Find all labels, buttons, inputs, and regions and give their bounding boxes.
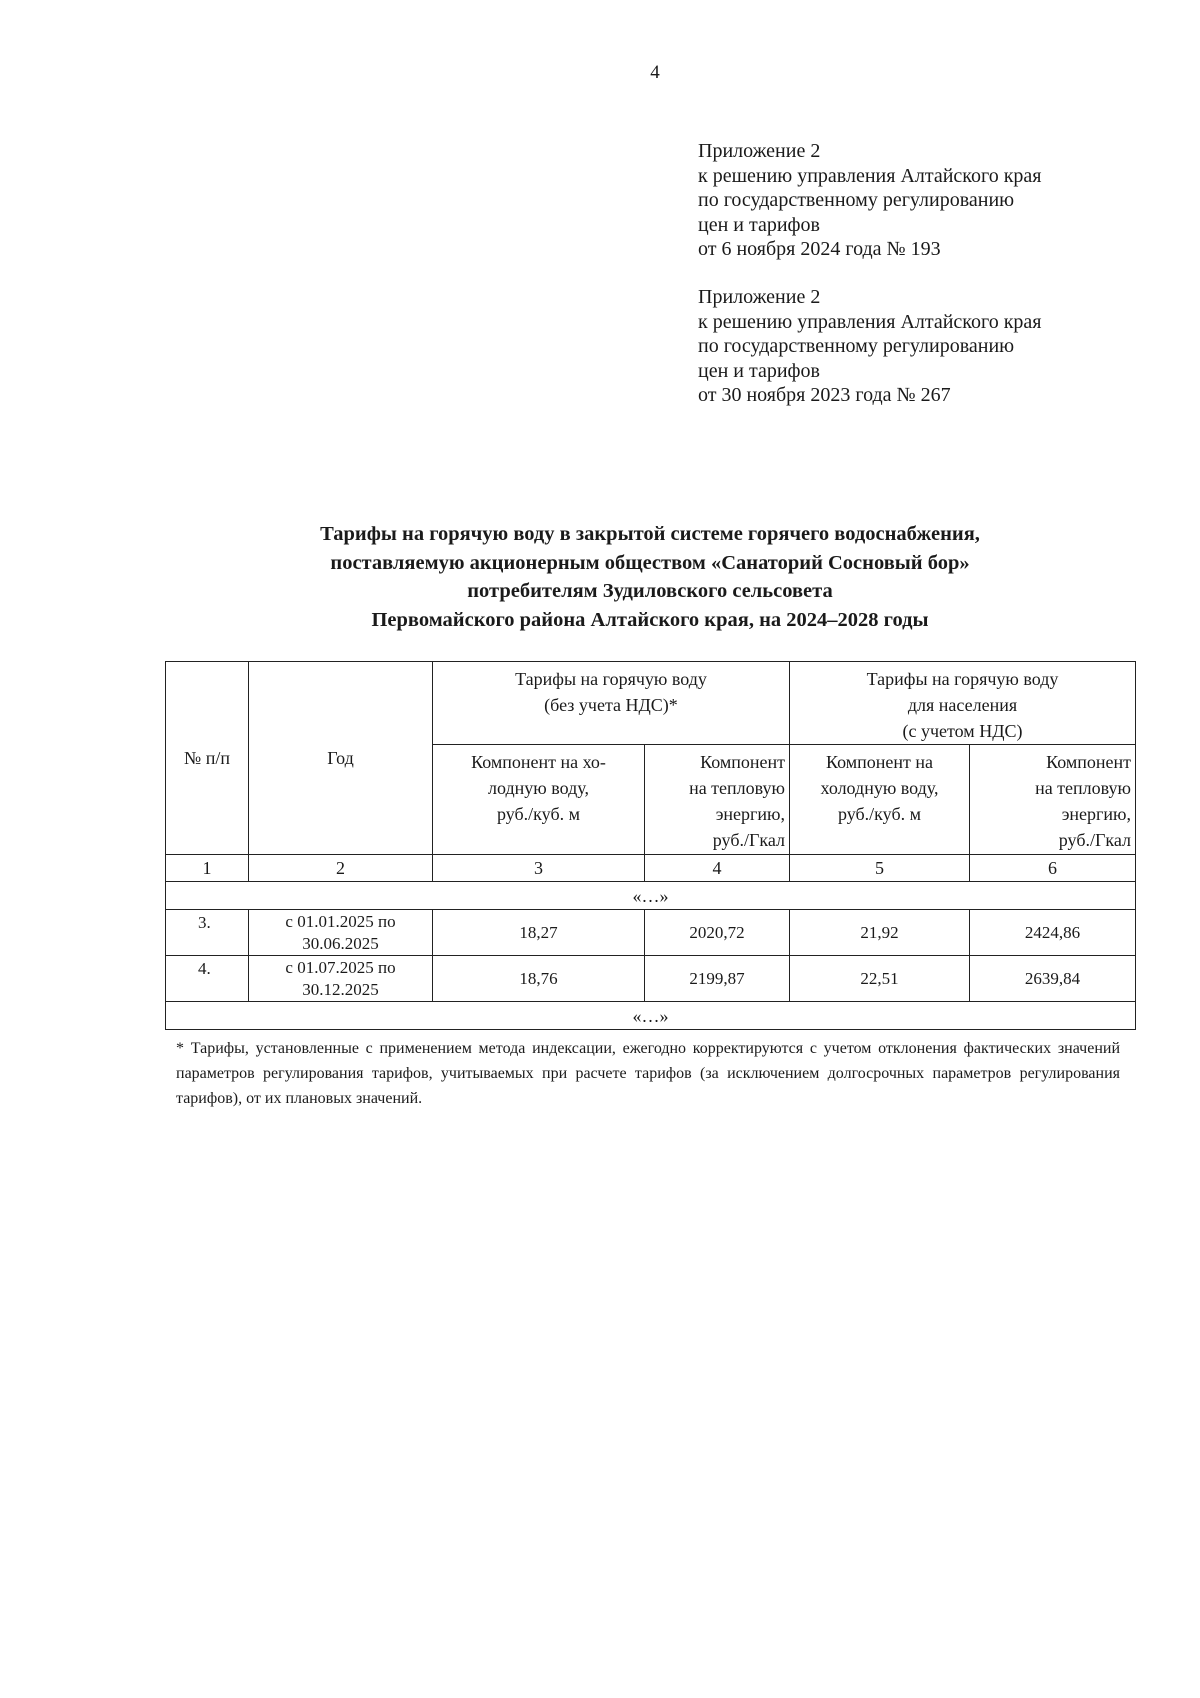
period-line: 30.12.2025 [302, 979, 379, 999]
document-title [160, 520, 1140, 634]
cell-cold-vat: 21,92 [790, 910, 970, 956]
column-number: 2 [249, 855, 433, 882]
column-number: 5 [790, 855, 970, 882]
cell-cold-no-vat: 18,76 [433, 956, 645, 1002]
title-line: поставляемую акционерным обществом «Санаторий Сосновый бор» [330, 551, 970, 574]
table-row [166, 910, 1136, 956]
period-line: 30.06.2025 [302, 933, 379, 953]
ellipsis-cell: «…» [166, 1002, 1136, 1030]
header-text: Компонент [1046, 752, 1131, 772]
appendix-block-current [698, 139, 1168, 262]
header-text: (без учета НДС)* [544, 695, 678, 715]
appendix-line: от 6 ноября 2024 года № 193 [698, 238, 941, 260]
title-line: потребителям Зудиловского сельсовета [467, 580, 833, 602]
header-text: лодную воду, [488, 778, 589, 798]
column-number-row [166, 855, 1136, 882]
header-group-no-vat [433, 662, 790, 745]
header-text: Тарифы на горячую воду [866, 669, 1059, 689]
tariff-table [165, 661, 1136, 1030]
header-text: Компонент на хо- [471, 752, 606, 772]
header-text: энергию, [1061, 804, 1131, 824]
cell-cold-vat: 22,51 [790, 956, 970, 1002]
period-line: с 01.01.2025 по [285, 911, 396, 931]
appendix-line: цен и тарифов [698, 359, 820, 382]
header-text: руб./Гкал [712, 830, 785, 850]
header-text: Компонент на [825, 752, 934, 772]
header-heat-vat [970, 745, 1136, 855]
cell-heat-no-vat: 2199,87 [645, 956, 790, 1002]
cell-heat-vat: 2639,84 [970, 956, 1136, 1002]
appendix-line: к решению управления Алтайского края [698, 164, 1042, 187]
row-index: 3. [166, 910, 249, 956]
column-number: 1 [166, 855, 249, 882]
appendix-line: по государственному регулированию [698, 335, 1015, 357]
appendix-block-original [698, 285, 1168, 408]
ellipsis-cell: «…» [166, 882, 1136, 910]
title-line: Тарифы на горячую воду в закрытой системе горячего водоснабжения, [320, 523, 980, 545]
header-text: Компонент [700, 752, 785, 772]
appendix-line: по государственному регулированию [698, 189, 1015, 211]
period-line: с 01.07.2025 по [285, 957, 396, 977]
header-group-with-vat [790, 662, 1136, 745]
header-text: для населения [907, 695, 1018, 715]
table-row [166, 956, 1136, 1002]
appendix-line: от 30 ноября 2023 года № 267 [698, 384, 951, 406]
header-year: Год [249, 662, 433, 855]
header-text: энергию, [715, 804, 785, 824]
column-number: 6 [970, 855, 1136, 882]
header-heat-no-vat [645, 745, 790, 855]
cell-cold-no-vat: 18,27 [433, 910, 645, 956]
header-text: (с учетом НДС) [902, 721, 1023, 741]
header-text: руб./Гкал [1058, 830, 1131, 850]
ellipsis-row [166, 882, 1136, 910]
header-text: холодную воду, [820, 778, 939, 798]
title-line: Первомайского района Алтайского края, на 2024–2028 годы [371, 608, 929, 631]
header-text: на тепловую [1035, 778, 1131, 798]
column-number: 3 [433, 855, 645, 882]
header-text: руб./куб. м [838, 804, 921, 824]
header-cold-vat [790, 745, 970, 855]
row-period [249, 956, 433, 1002]
row-index: 4. [166, 956, 249, 1002]
appendix-line: Приложение 2 [698, 286, 821, 308]
header-cold-no-vat [433, 745, 645, 855]
appendix-line: к решению управления Алтайского края [698, 310, 1042, 333]
appendix-line: Приложение 2 [698, 140, 821, 162]
column-number: 4 [645, 855, 790, 882]
header-text: на тепловую [689, 778, 785, 798]
header-no: № п/п [166, 662, 249, 855]
cell-heat-vat: 2424,86 [970, 910, 1136, 956]
header-row-group [166, 662, 1136, 745]
appendix-line: цен и тарифов [698, 213, 820, 236]
header-text: Тарифы на горячую воду [515, 669, 707, 689]
page-number: 4 [650, 62, 660, 83]
ellipsis-row [166, 1002, 1136, 1030]
cell-heat-no-vat: 2020,72 [645, 910, 790, 956]
row-period [249, 910, 433, 956]
footnote: * Тарифы, установленные с применением метода индексации, ежегодно корректируются с учетом отклонения фактических значений параметров регулирования тарифов, учитываемых при расчете тарифов (за исключением долгосрочных параметров регулирования тарифов), от их плановых значений. [176, 1040, 1120, 1107]
header-text: руб./куб. м [497, 804, 580, 824]
